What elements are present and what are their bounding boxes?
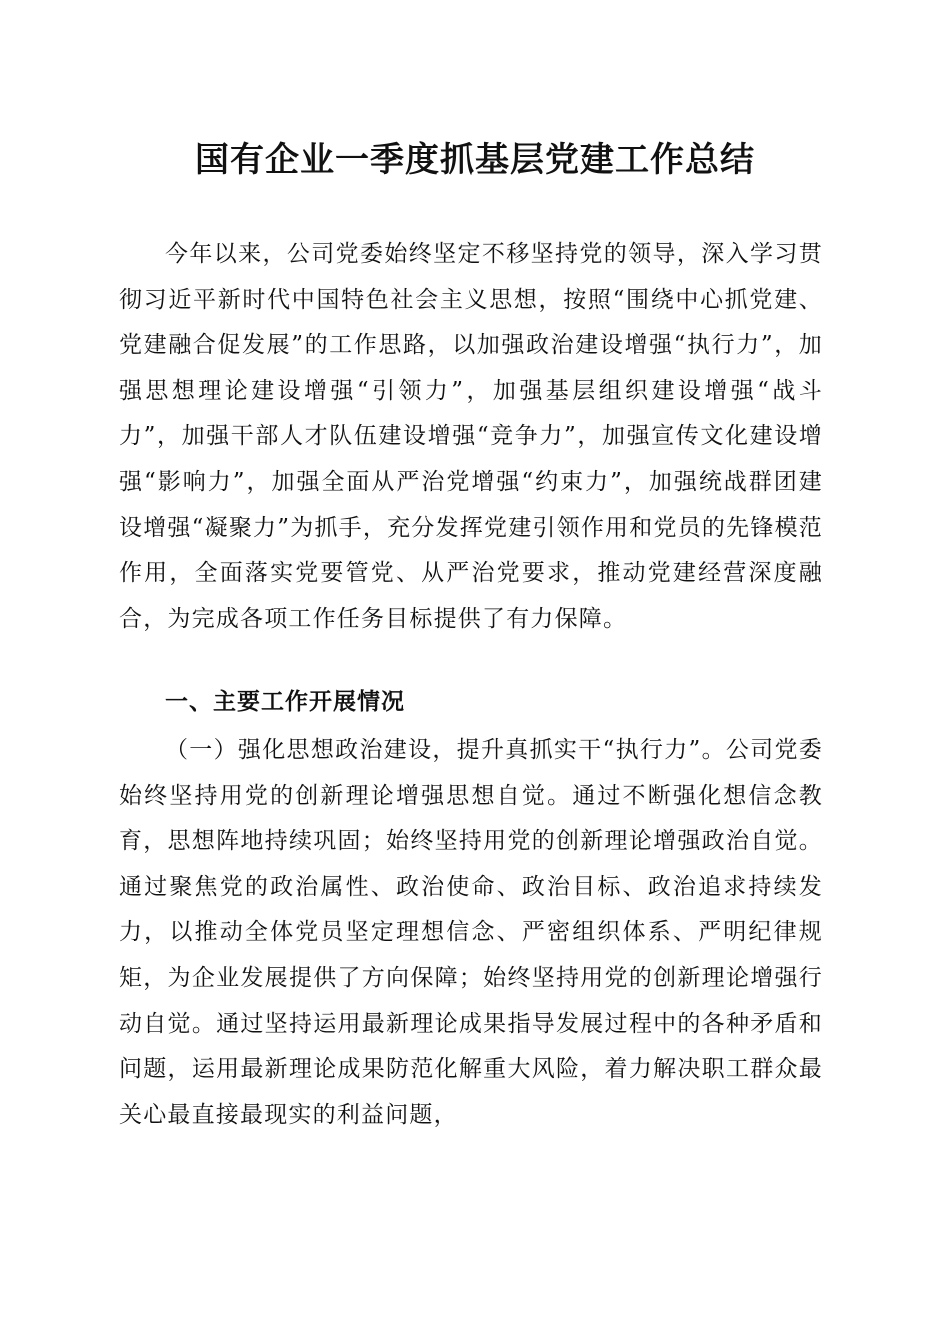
section-heading: 一、主要工作开展情况	[165, 689, 405, 715]
section-paragraph: （一）强化思想政治建设，提升真抓实干“执行力”。公司党委始终坚持用党的创新理论增强思想自觉。通过不断强化想信念教育，思想阵地持续巩固；始终坚持用党的创新理论增强政治自觉。通过聚焦党的政治属性、政治使命、政治目标、政治追求持续发力，以推动全体党员坚定理想信念、严密组织体系、严明纪律规矩，为企业发展提供了方向保障；始终坚持用党的创新理论增强行动自觉。通过坚持运用最新理论成果指导发展过程中的各种矛盾和问题，运用最新理论成果防范化解重大风险，着力解决职工群众最关心最直接最现实的利益问题，	[119, 737, 823, 1128]
intro-paragraph: 今年以来，公司党委始终坚定不移坚持党的领导，深入学习贯彻习近平新时代中国特色社会主义思想，按照“围绕中心抓党建、党建融合促发展”的工作思路，以加强政治建设增强“执行力”，加强思想理论建设增强“引领力”，加强基层组织建设增强“战斗力”，加强干部人才队伍建设增强“竞争力”，加强宣传文化建设增强“影响力”，加强全面从严治党增强“约束力”，加强统战群团建设增强“凝聚力”为抓手，充分发挥党建引领作用和党员的先锋模范作用，全面落实党要管党、从严治党要求，推动党建经营深度融合，为完成各项工作任务目标提供了有力保障。	[119, 241, 823, 632]
document-title: 国有企业一季度抓基层党建工作总结	[195, 140, 755, 180]
